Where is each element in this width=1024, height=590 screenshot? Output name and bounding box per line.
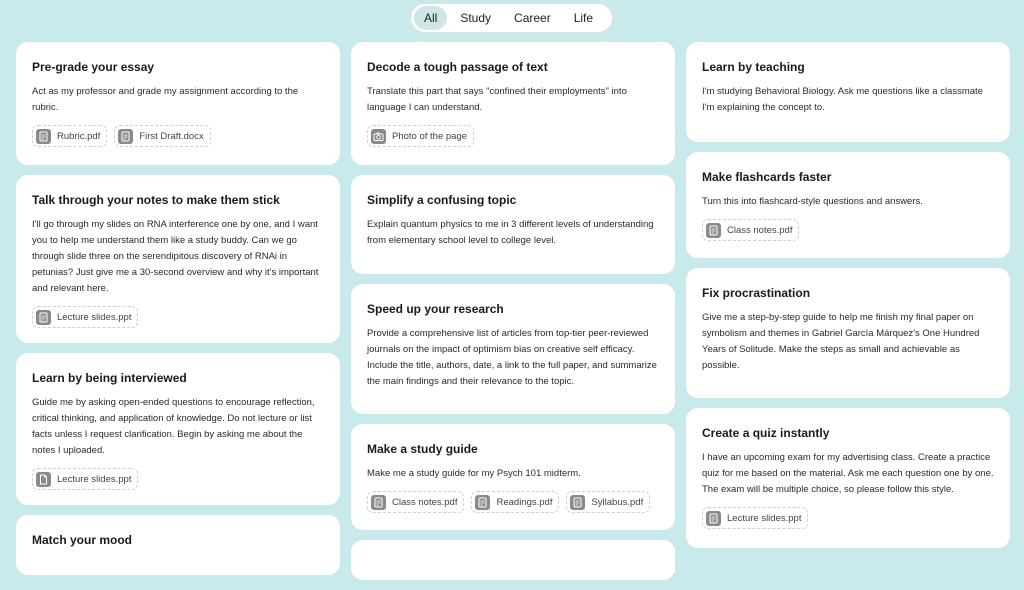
card-title: Learn by being interviewed	[32, 371, 187, 385]
attachment-list	[367, 125, 659, 147]
attachment-list	[32, 125, 324, 147]
prompt-column-1	[16, 42, 340, 585]
card-title: Fix procrastination	[702, 286, 811, 300]
card-title: Learn by teaching	[702, 60, 805, 74]
card-text: Make me a study guide for my Psych 101 midterm.	[367, 468, 581, 479]
card-text: Give me a step-by-step guide to help me finish my final paper on symbolism and themes in Gabriel García Márquez's One Hundred Years of Solitude. Make the steps as small and achievable as possible.	[702, 312, 980, 371]
attachment-label: First Draft.docx	[139, 130, 204, 142]
document-icon	[570, 495, 585, 510]
attachment-chip[interactable]	[367, 125, 474, 147]
document-icon	[706, 511, 721, 526]
card-title: Create a quiz instantly	[702, 426, 830, 440]
tab-study[interactable]: Study	[460, 11, 492, 25]
prompt-card-fix-procrastination[interactable]	[686, 268, 1010, 398]
attachment-chip[interactable]	[702, 219, 799, 241]
attachment-chip[interactable]	[471, 491, 559, 513]
attachment-label: Syllabus.pdf	[591, 496, 644, 508]
document-icon	[475, 495, 490, 510]
attachment-label: Class notes.pdf	[392, 496, 458, 508]
prompt-card-partial[interactable]	[351, 540, 675, 580]
card-text: Translate this part that says "confined their employments" into language I can understand.	[367, 86, 627, 113]
tab-career[interactable]: Career	[514, 11, 551, 25]
prompt-card-decode-passage[interactable]	[351, 42, 675, 165]
card-title: Pre-grade your essay	[32, 60, 155, 74]
prompt-card-talk-through-notes[interactable]	[16, 175, 340, 343]
attachment-list	[702, 219, 994, 241]
card-text: Act as my professor and grade my assignment according to the rubric.	[32, 86, 299, 113]
attachment-label: Lecture slides.ppt	[727, 512, 802, 524]
attachment-label: Class notes.pdf	[727, 224, 793, 236]
prompt-card-study-guide[interactable]	[351, 424, 675, 530]
card-title: Speed up your research	[367, 302, 504, 316]
attachment-list	[367, 491, 659, 513]
attachment-chip[interactable]	[32, 125, 107, 147]
attachment-list	[32, 468, 324, 490]
attachment-chip[interactable]	[114, 125, 210, 147]
prompt-card-learn-by-teaching[interactable]	[686, 42, 1010, 142]
attachment-label: Rubric.pdf	[57, 130, 101, 142]
card-title: Make a study guide	[367, 442, 478, 456]
document-icon	[118, 129, 133, 144]
card-title: Match your mood	[32, 533, 133, 547]
prompt-card-speed-up-research[interactable]	[351, 284, 675, 414]
card-text: I have an upcoming exam for my advertising class. Create a practice quiz for me based on the material. Ask me each question one by one. The exam will be multiple choice, so please follow this style.	[702, 452, 994, 495]
attachment-label: Lecture slides.ppt	[57, 473, 132, 485]
document-icon	[371, 495, 386, 510]
prompt-card-pre-grade-essay[interactable]	[16, 42, 340, 165]
tab-life[interactable]: Life	[573, 11, 594, 25]
prompt-column-3	[686, 42, 1010, 558]
attachment-chip[interactable]	[367, 491, 464, 513]
card-title: Make flashcards faster	[702, 170, 832, 184]
card-title: Simplify a confusing topic	[367, 193, 517, 207]
prompt-column-2	[351, 42, 675, 590]
attachment-list	[32, 306, 324, 328]
camera-icon	[371, 129, 386, 144]
prompt-card-match-mood[interactable]	[16, 515, 340, 575]
card-text: Provide a comprehensive list of articles from top-tier peer-reviewed journals on the impact of optimism bias on creative self efficacy. Include the title, authors, date, a link to the full paper, and summarize the main findings and their relevance to the topic.	[367, 328, 657, 387]
prompt-card-flashcards[interactable]	[686, 152, 1010, 258]
document-icon	[706, 223, 721, 238]
card-text: Explain quantum physics to me in 3 different levels of understanding from elementary school level to college level.	[367, 219, 654, 246]
card-text: Guide me by asking open-ended questions to encourage reflection, critical thinking, and application of knowledge. Do not lecture or list facts unless I request clarification. Begin by asking me about the notes I uploaded.	[32, 397, 315, 456]
card-title: Talk through your notes to make them stick	[32, 193, 280, 207]
category-tabs	[410, 3, 613, 33]
file-icon	[36, 472, 51, 487]
prompt-card-create-quiz[interactable]	[686, 408, 1010, 548]
attachment-chip[interactable]	[32, 468, 138, 490]
attachment-chip[interactable]	[32, 306, 138, 328]
attachment-label: Readings.pdf	[496, 496, 553, 508]
document-icon	[36, 310, 51, 325]
card-text: I'm studying Behavioral Biology. Ask me questions like a classmate I'm explaining the concept to.	[702, 86, 983, 113]
prompt-card-simplify-topic[interactable]	[351, 175, 675, 274]
attachment-chip[interactable]	[702, 507, 808, 529]
attachment-chip[interactable]	[566, 491, 650, 513]
card-text: Turn this into flashcard-style questions and answers.	[702, 196, 923, 207]
tab-all[interactable]: All	[414, 6, 447, 30]
card-title: Decode a tough passage of text	[367, 60, 548, 74]
document-icon	[36, 129, 51, 144]
attachment-label: Lecture slides.ppt	[57, 311, 132, 323]
attachment-label: Photo of the page	[392, 130, 468, 142]
prompt-card-learn-by-interview[interactable]	[16, 353, 340, 505]
card-text: I'll go through my slides on RNA interference one by one, and I want you to help me understand them like a study buddy. Can we go through slide three on the serendipitous discovery of RNAi in petunias? Just give me a 30-second overview and why it's important and relevant here.	[32, 219, 319, 294]
attachment-list	[702, 507, 994, 529]
